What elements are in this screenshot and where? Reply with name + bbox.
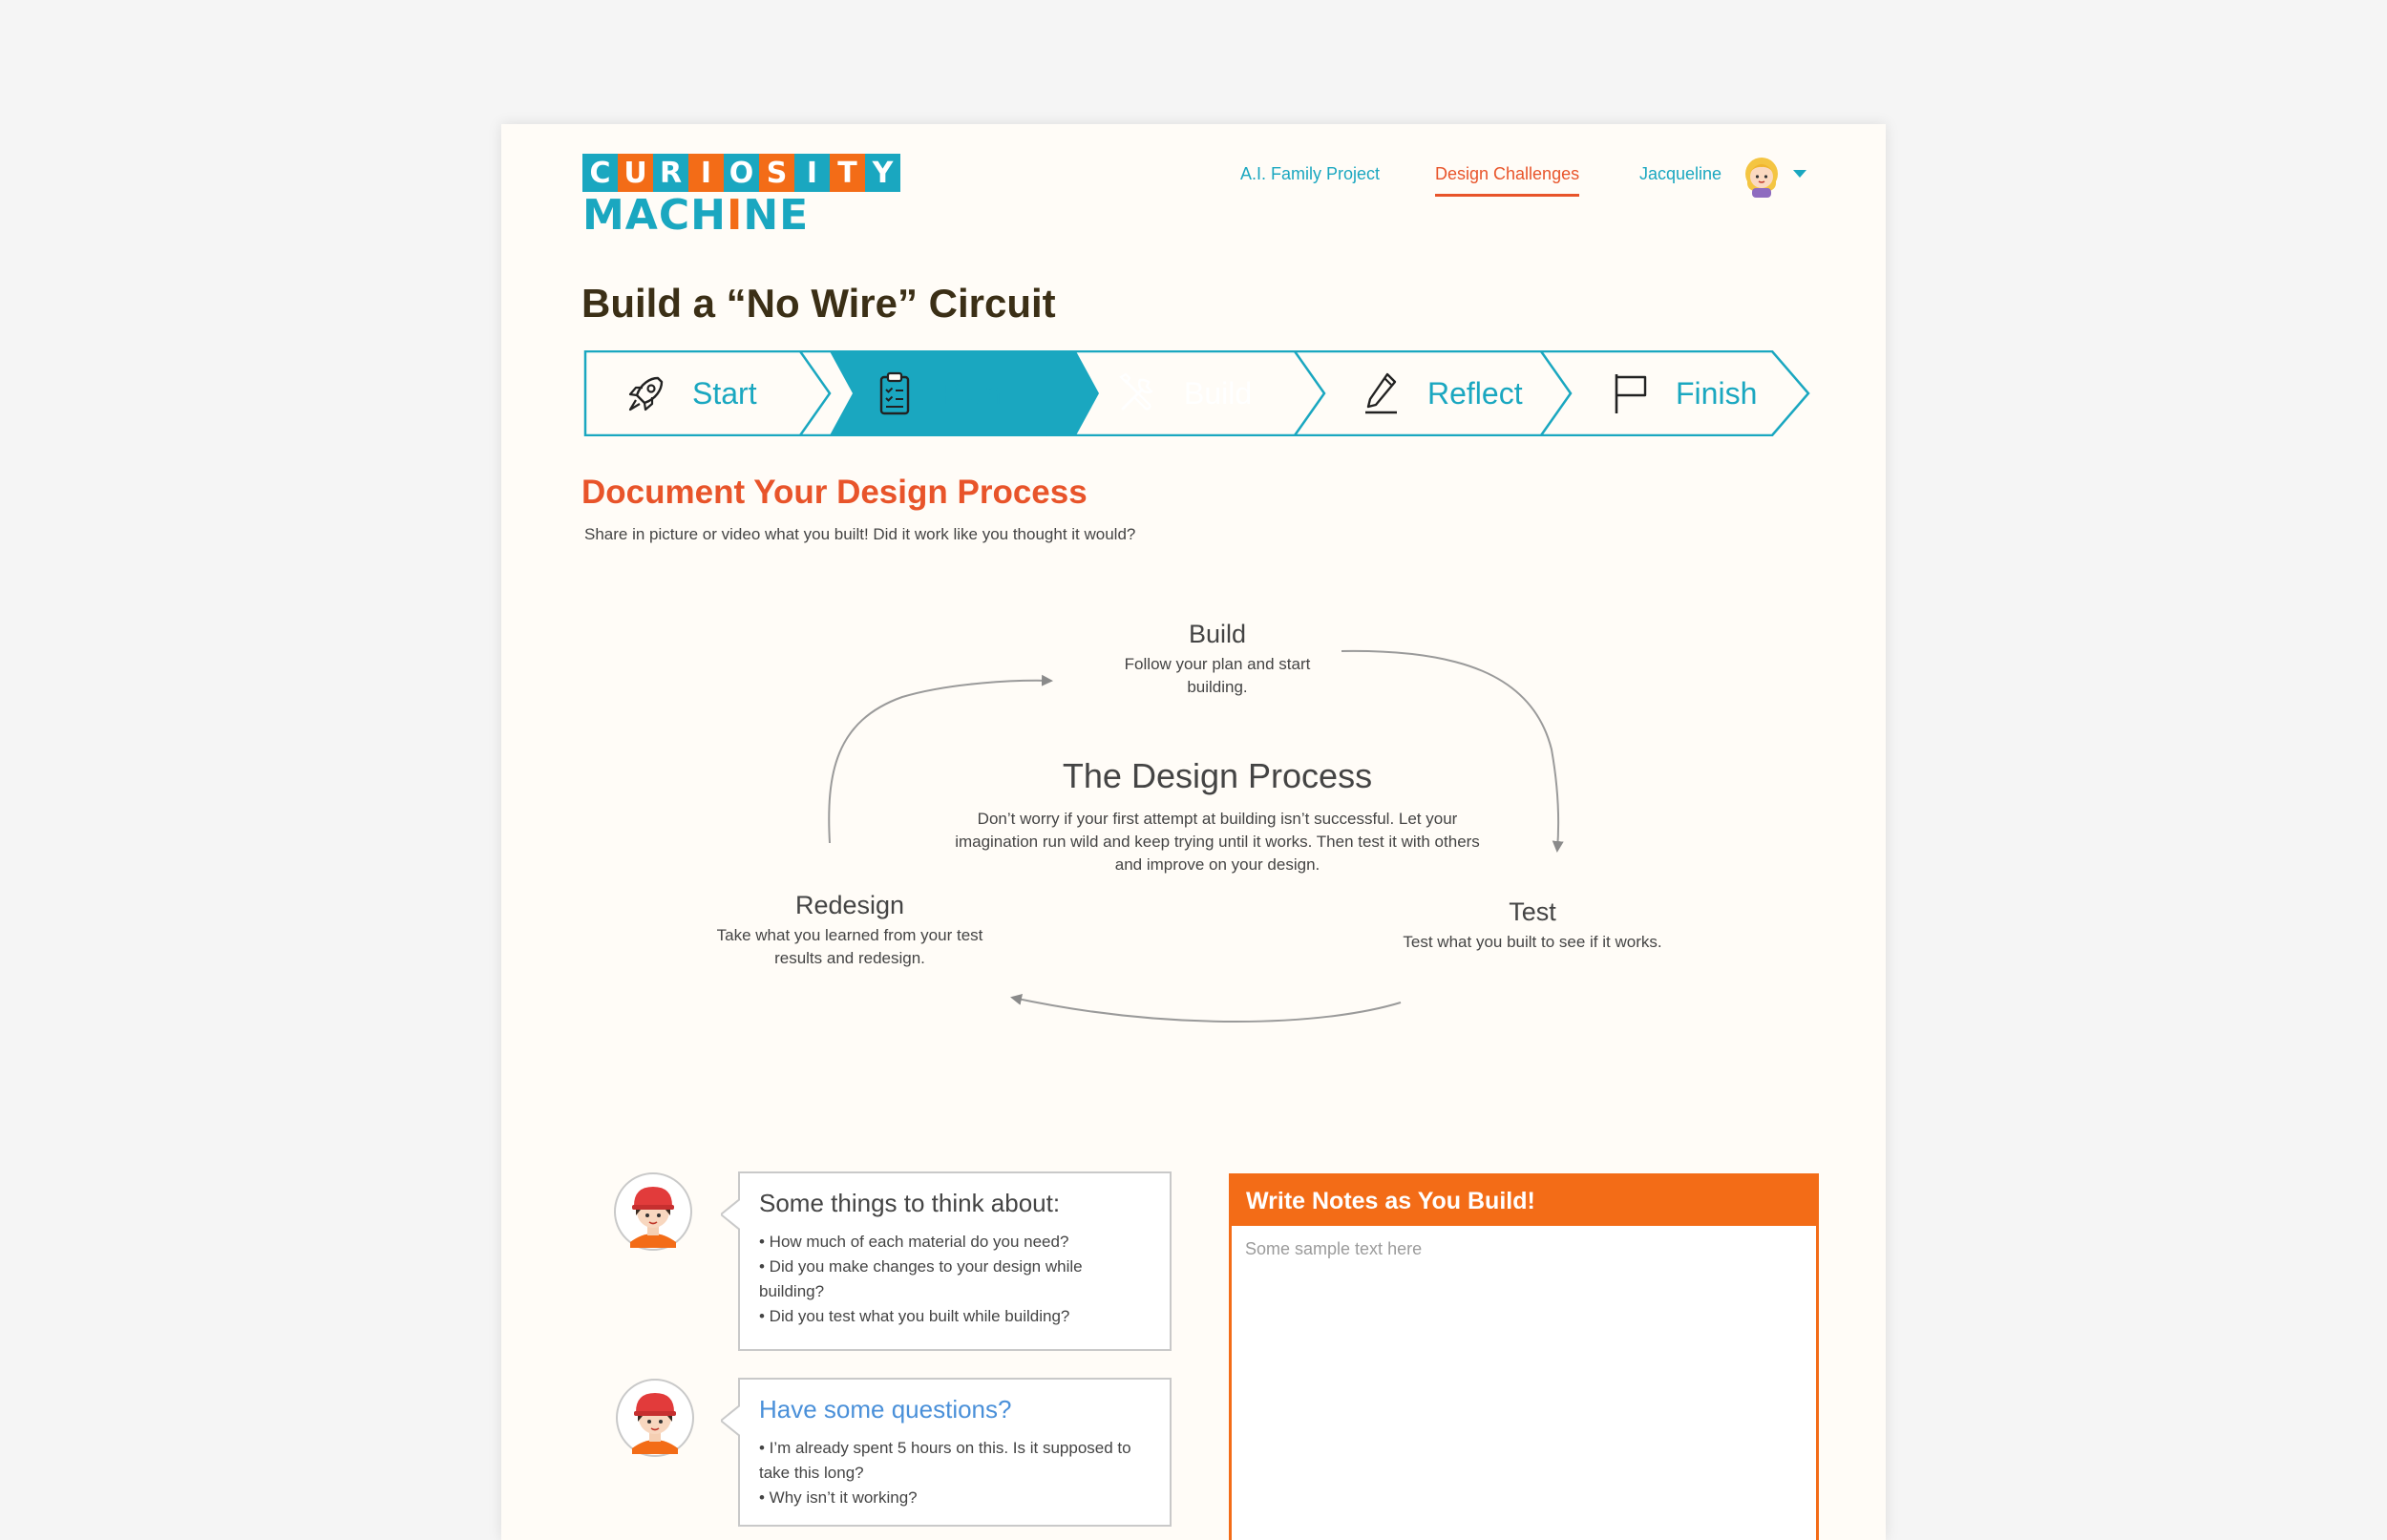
cycle-node-desc: Take what you learned from your test results and redesign. (716, 926, 983, 967)
list-item: • How much of each material do you need? (759, 1233, 1069, 1251)
logo-letter: C (582, 154, 618, 192)
step-plan[interactable] (870, 350, 1002, 436)
speech-tail (721, 1404, 740, 1437)
cycle-node-desc: Follow your plan and start building. (1124, 655, 1311, 696)
notes-textarea[interactable] (1232, 1226, 1816, 1540)
page-title: Build a “No Wire” Circuit (581, 281, 1056, 326)
bubble-title[interactable]: Have some questions? (759, 1395, 1012, 1424)
mentor-avatar (613, 1171, 693, 1252)
logo-letter: U (618, 154, 653, 192)
logo-letter: O (724, 154, 759, 192)
logo-letter: I (688, 154, 724, 192)
cycle-center-desc: Don’t worry if your first attempt at building isn’t successful. Let your imagination run wild and keep trying until it works. Then test it with others and improve on your design. (955, 810, 1480, 874)
logo-word-part: MACH (582, 191, 727, 240)
logo-letter: T (830, 154, 865, 192)
user-name-link[interactable]: Jacqueline (1639, 164, 1722, 183)
section-title: Document Your Design Process (581, 474, 1088, 511)
cycle-node-redesign (692, 891, 1007, 970)
flag-icon (1605, 369, 1655, 418)
logo-letter: I (794, 154, 830, 192)
step-label: Reflect (1427, 375, 1523, 411)
logo-letter: S (759, 154, 794, 192)
list-item[interactable]: • Why isn’t it working? (759, 1488, 918, 1507)
logo-word-part: NE (743, 191, 810, 240)
cycle-center-title: The Design Process (1062, 756, 1373, 795)
cycle-node-build (1074, 620, 1361, 699)
cycle-node-test (1370, 897, 1695, 954)
pencil-icon (1357, 369, 1406, 418)
cycle-node-title: Test (1509, 897, 1556, 926)
tools-icon (1113, 369, 1163, 418)
think-about-bubble (738, 1171, 1172, 1351)
list-item: • Did you make changes to your design while building? (759, 1257, 1083, 1300)
cycle-node-title: Build (1188, 620, 1247, 648)
nav-link-design-challenges[interactable]: Design Challenges (1435, 164, 1579, 197)
step-label: Start (692, 375, 757, 411)
notes-header: Write Notes as You Build! (1232, 1176, 1816, 1226)
speech-tail (721, 1198, 740, 1231)
step-reflect[interactable] (1357, 350, 1523, 436)
step-finish[interactable] (1605, 350, 1757, 436)
mentor-avatar (615, 1378, 695, 1458)
user-menu-caret-icon[interactable] (1793, 170, 1806, 178)
step-start[interactable] (622, 350, 757, 436)
cycle-node-desc: Test what you built to see if it works. (1403, 933, 1662, 951)
bubble-title: Some things to think about: (759, 1189, 1061, 1217)
notes-panel (1229, 1173, 1819, 1540)
step-label: Build (1184, 375, 1253, 411)
bubble-list (759, 1436, 1151, 1510)
list-item[interactable]: • I’m already spent 5 hours on this. Is it supposed to take this long? (759, 1439, 1131, 1482)
logo-word-part: I (726, 191, 744, 240)
top-nav (501, 164, 1886, 202)
step-label: Plan (940, 375, 1003, 411)
step-label: Finish (1676, 375, 1758, 411)
logo-letter: Y (865, 154, 900, 192)
list-item: • Did you test what you built while building? (759, 1307, 1070, 1325)
step-build[interactable] (1113, 350, 1252, 436)
cycle-node-title: Redesign (794, 891, 905, 919)
section-subtitle: Share in picture or video what you built! Did it work like you thought it would? (584, 525, 1136, 543)
user-avatar[interactable] (1741, 153, 1783, 199)
progress-steps (583, 350, 1810, 436)
rocket-icon (622, 369, 671, 418)
nav-link-ai-family-project[interactable]: A.I. Family Project (1240, 164, 1381, 183)
logo-letter: R (653, 154, 688, 192)
cycle-center (921, 756, 1513, 876)
page-card (501, 124, 1886, 1540)
questions-bubble (738, 1378, 1172, 1527)
bubble-list (759, 1230, 1151, 1329)
clipboard-icon (870, 369, 919, 418)
